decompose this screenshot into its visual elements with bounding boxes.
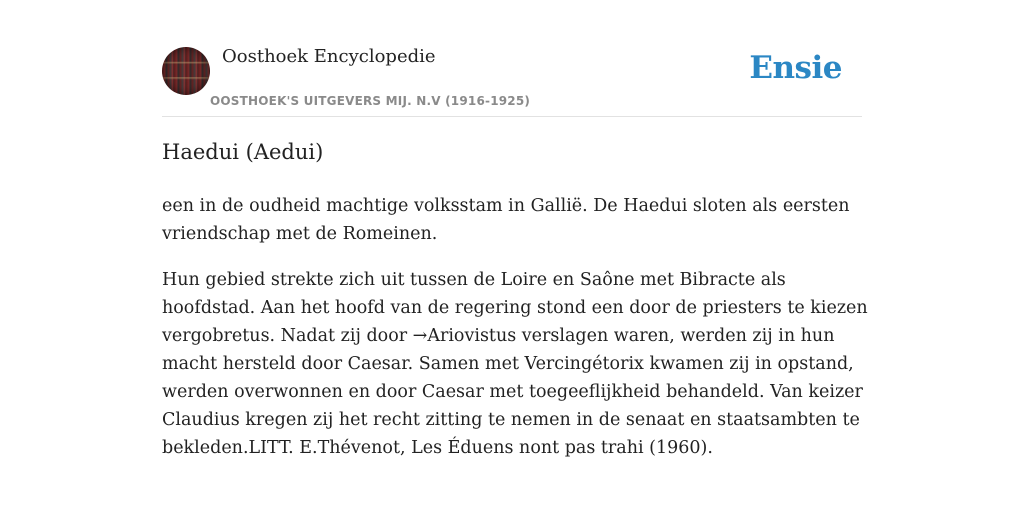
entry-title: Haedui (Aedui) [162, 140, 324, 164]
book-title-link[interactable]: Oosthoek Encyclopedie [222, 46, 436, 67]
avatar-shade [162, 47, 210, 95]
entry-paragraph-1: een in de oudheid machtige volksstam in Gallië. De Haedui sloten als eersten vriendschap met de Romeinen. [162, 196, 850, 244]
ensie-logo-link[interactable]: Ensie [749, 50, 842, 86]
entry-paragraph-2: Hun gebied strekte zich uit tussen de Loire en Saône met Bibracte als hoofdstad. Aan het hoofd van de regering stond een door de priesters te kiezen vergobretus. Nadat zij door →Ariovistus verslagen waren, werden zij in hun macht hersteld door Caesar. Samen met Vercingétorix kwamen zij in opstand, werden overwonnen en door Caesar met toegeeflijkheid behandeld. Van keizer Claudius kregen zij het recht zitting te nemen in de senaat en staatsambten te bekleden.LITT. E.Thévenot, Les Éduens nont pas trahi (1960). [162, 270, 868, 458]
book-cover-avatar[interactable] [162, 47, 210, 95]
publisher-label: OOSTHOEK'S UITGEVERS MIJ. N.V (1916-1925) [210, 94, 531, 108]
entry-body [162, 192, 868, 480]
header [162, 46, 862, 117]
